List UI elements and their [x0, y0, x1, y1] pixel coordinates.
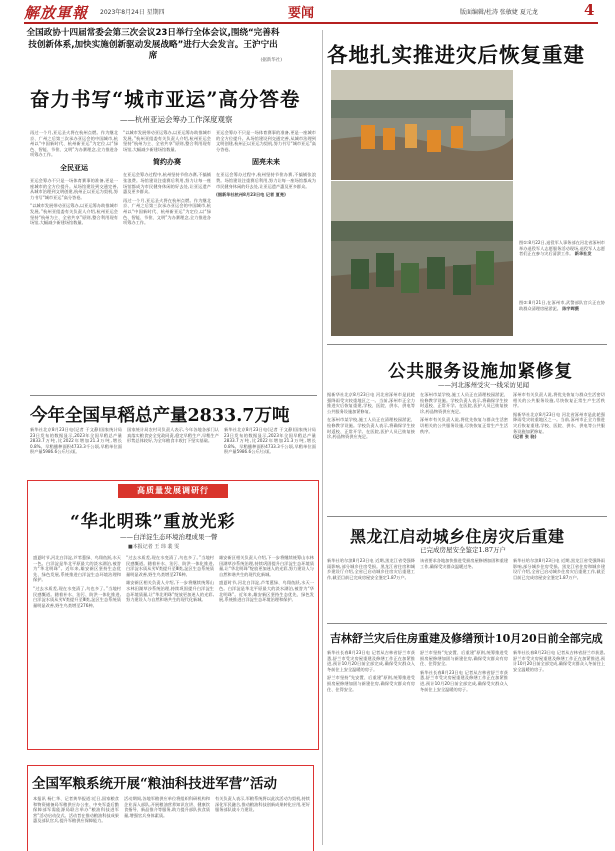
feature-text-b: “过去水质差,现在水变清了,鸟也多了。”当地村民感慨道。随着补水、治污、防洪一体化推进,白洋淀水质从劣V类提升至Ⅲ类,淀区生态系统质量明显改善,野生鸟类增至276种。	[126, 555, 214, 577]
page-number: 4	[584, 1, 595, 19]
public-text-c: 涿州市有关负责人说,将优先恢复与群众生活密切相关的公共服务设施,尽快恢复正常生产生活秩序。	[513, 392, 605, 409]
public-col-2	[420, 392, 508, 512]
recovery-caption-2	[519, 300, 605, 338]
jilin-headline: 吉林舒兰灾后住房重建及修缮预计10月20日前全部完成	[330, 632, 603, 645]
public-text-c-1: 涿州市有关负责人说,将优先恢复与群众生活密切相关的公共服务设施,尽快恢复正常生产生活秩序。	[420, 417, 508, 434]
masthead-divider	[24, 22, 598, 24]
feature-byline: ■本报记者 王 玮 裴 雯	[128, 544, 180, 550]
masthead	[0, 0, 615, 22]
asian-games-source: (据新华社杭州8月23日电 记者 夏亮)	[216, 192, 286, 198]
asian-games-text-b-2: 亚运会筹办不只是一场体育赛事的准备,更是一座城市的全方位提升。从场馆建设到交通完善,从城市治理到文明创建,杭州正以亚运为契机,努力书写“城市亚运”高分答卷。	[216, 130, 316, 152]
asian-games-subhead-1: 全民亚运	[60, 163, 88, 172]
public-col-3	[513, 392, 605, 512]
asian-games-subheadline: ——杭州亚运会筹办工作深度观察	[120, 115, 233, 124]
asian-games-text-c-1: “以城市发展带动亚运筹办,以亚运筹办助推城市发展。”杭州亚组委有关负责人介绍,杭州亚运会坚持“杭州为主、全省共享”原则,整合利用现有场馆,大幅减少新建场馆数量。	[30, 203, 118, 226]
grain-col-3	[224, 427, 316, 471]
military-col-2	[124, 796, 210, 850]
feature-text-a: 盛夏时节,河北白洋淀,芦苇葱绿、鸟翔鱼跃,水天一色。白洋淀是华北平原最大的淡水湖泊,被誉为“华北明珠”。近年来,雄安新区坚持生态优先、绿色发展,系统推进白洋淀生态环境治理和保护。	[33, 555, 121, 583]
grain-headline: 今年全国早稻总产量2833.7万吨	[30, 406, 290, 426]
military-text-a: 本报讯 杨仁华、记者黄华报道:近日,国家粮食和物资储备局军粮供应办公室、中央军委后勤保障部军需能源局联合举办“粮油科技进军营”活动启动仪式。活动旨在推动粮油科技成果惠及部队官兵,提升军粮供应保障能力。	[33, 796, 119, 824]
asian-games-col-3	[216, 130, 316, 390]
top-left-news	[24, 28, 282, 68]
asian-games-subhead-3: 固亮未来	[252, 158, 280, 167]
heilongjiang-col-1	[327, 558, 415, 618]
asian-games-text-d-2: 在亚运会筹办过程中,杭州坚持节俭办赛,不搞铺张浪费。场馆建设注重赛后利用,努力让每一座场馆都成为市民健身休闲的好去处,让亚运遗产惠及更多群众。	[216, 172, 316, 189]
grain-text-2: 国家统计局农村司负责人表示,今年各地各部门认真落实粮食安全党政同责,稳定早稻生产,早稻生产形势总体较好,为全年粮食丰收打下坚实基础。	[127, 427, 219, 444]
jilin-col-2	[420, 650, 508, 750]
heilongjiang-col-3	[513, 558, 605, 618]
jilin-top-divider	[327, 623, 607, 624]
public-headline: 公共服务设施加紧修复	[388, 362, 573, 382]
military-col-3	[215, 796, 310, 850]
heilongjiang-text-3: 新华社哈尔滨8月23日电 近期,黑龙江省受强降雨影响,部分城乡住房受损。黑龙江省住房和城乡建设厅介绍,全省已启动城乡住房灾后重建工作,截至目前已完成房屋安全鉴定1.87万户。	[513, 558, 605, 580]
grain-col-1	[30, 427, 122, 471]
asian-games-text-b: 亚运会筹办不只是一场体育赛事的准备,更是一座城市的全方位提升。从场馆建设到交通完善,从城市治理到文明创建,杭州正以亚运为契机,努力书写“城市亚运”高分答卷。	[30, 177, 118, 200]
heilongjiang-top-divider	[327, 516, 607, 517]
feature-banner: 高质量发展调研行	[118, 484, 228, 498]
feature-col-2	[126, 555, 214, 745]
feature-text-c-1: 雄安新区相关负责人介绍,下一步将继续统筹山水林田湖草沙系统治理,持续巩固提升白洋淀生态环境质量,让“华北明珠”绽放更加迷人的光彩,努力建设人与自然和谐共生的现代化新城。	[126, 580, 214, 603]
feature-subheadline: ——白洋淀生态环境治理成果一瞥	[120, 533, 218, 541]
flood-photo-1-graphic	[331, 70, 513, 180]
feature-text-b-1: “过去水质差,现在水变清了,鸟也多了。”当地村民感慨道。随着补水、治污、防洪一体化推进,白洋淀水质从劣V类提升至Ⅲ类,淀区生态系统质量明显改善,野生鸟类增至276种。	[33, 585, 121, 608]
feature-headline: “华北明珠”重放光彩	[70, 512, 236, 532]
jilin-text-2-1: 舒兰市坚持“先安置、后重建”原则,统筹推进受损房屋修缮加固与新建住房,确保受灾群众有房住、住得安全。	[327, 675, 415, 692]
jilin-text-2: 舒兰市坚持“先安置、后重建”原则,统筹推进受损房屋修缮加固与新建住房,确保受灾群众有房住、住得安全。	[420, 650, 508, 667]
military-text-b: 活动期间,各地军粮供应单位将组织科研机构和企业深入部队,开展粮油营养知识宣讲、健康饮食指导、新品推介等服务,助力提升部队伙食质量,增强官兵身体素质。	[124, 796, 210, 818]
asian-games-col-2	[123, 130, 211, 390]
military-text-c: 有关负责人表示,军粮系统将以此次活动为契机,持续深化军民融合,推动粮油科技创新成果转化应用,更好服务部队战斗力建设。	[215, 796, 310, 813]
asian-games-headline: 奋力书写“城市亚运”高分答卷	[30, 88, 301, 111]
military-col-1	[33, 796, 119, 850]
recovery-credit-2: 陈宇晖摄	[562, 305, 579, 311]
grain-text: 新华社北京8月23日电(记者 于文静)国家统计局23日发布的数据显示,2023年全国早稻总产量2833.7万吨,比2022年增加21.3万吨,增长0.8%。早稻播种面积4733.3千公顷,早稻单位面积产量5986.6公斤/公顷。	[30, 427, 122, 455]
grain-top-divider	[30, 395, 317, 396]
column-divider	[322, 30, 323, 845]
recovery-caption-1-text: 图①:8月22日,退役军人事务部在河北省涿州市举办退役军人志愿服务活动现场,退役军人志愿者们正在参与灾后清淤工作。	[519, 240, 605, 257]
recovery-credit-1: 新华社发	[574, 251, 592, 257]
asian-games-text-a-2: 再过一个月,亚运圣火将在杭州点燃。作为继北京、广州之后第三次承办亚运会的中国城市,杭州以“中国新时代、杭州新亚运”为定位,以“绿色、智能、节俭、文明”为办赛理念,全力推进各项筹办工作。	[123, 197, 211, 226]
asian-games-text-d: 在亚运会筹办过程中,杭州坚持节俭办赛,不搞铺张浪费。场馆建设注重赛后利用,努力让每一座场馆都成为市民健身休闲的好去处,让亚运遗产惠及更多群众。	[123, 172, 211, 195]
heilongjiang-headline: 黑龙江启动城乡住房灾后重建	[350, 527, 565, 546]
military-headline: 全国军粮系统开展“粮油科技进军营”活动	[32, 776, 278, 792]
public-source: (记者 张 骁)	[513, 434, 537, 440]
feature-text-c: 雄安新区相关负责人介绍,下一步将继续统筹山水林田湖草沙系统治理,持续巩固提升白洋淀生态环境质量,让“华北明珠”绽放更加迷人的光彩,努力建设人与自然和谐共生的现代化新城。	[219, 555, 314, 577]
heilongjiang-subheadline: 已完成房屋安全鉴定1.87万户	[420, 546, 506, 554]
asian-games-text-a: 再过一个月,亚运圣火将在杭州点燃。作为继北京、广州之后第三次承办亚运会的中国城市,杭州以“中国新时代、杭州新亚运”为定位,以“绿色、智能、节俭、文明”为办赛理念,全力推进各项筹办工作。	[30, 130, 118, 158]
flood-photo-2	[331, 181, 513, 336]
public-col-1	[327, 392, 415, 512]
jilin-col-3	[513, 650, 605, 750]
asian-games-subhead-2: 简约办赛	[153, 158, 181, 167]
section-title: 要闻	[288, 6, 315, 21]
recovery-caption-2-text: 图②:8月21日,在涿州市,武警部队官兵正在协助群众清理房屋淤泥。	[519, 300, 605, 311]
public-text-b: 在涿州市某学校,施工人员正在清理校园淤泥、检修教学设施。学校负责人表示,将确保学生按时返校、正常开学。在医院,医护人员已恢复接诊,药品物资供应充足。	[420, 392, 508, 414]
public-text-b-1: 在涿州市某学校,施工人员正在清理校园淤泥、检修教学设施。学校负责人表示,将确保学生按时返校、正常开学。在医院,医护人员已恢复接诊,药品物资供应充足。	[327, 417, 415, 440]
recovery-headline: 各地扎实推进灾后恢复重建	[327, 43, 585, 67]
jilin-text: 新华社长春8月23日电 记者从吉林省舒兰市获悉,舒兰市受灾房屋重建及修缮工作正在加紧推进,预计10月20日前全部完成,确保受灾群众入冬前住上安全温暖的房子。	[327, 650, 415, 672]
public-text-a-2: 据新华社北京8月23日电 河北省涿州市是此轮强降雨受灾较重地区之一。当前,涿州市正全力推进灾后恢复重建,学校、医院、供水、供电等公共服务设施加紧修复。	[513, 411, 605, 434]
flood-photo-2-graphic	[331, 181, 513, 336]
top-left-source: (据新华社)	[260, 58, 282, 63]
asian-games-text-c: “以城市发展带动亚运筹办,以亚运筹办助推城市发展。”杭州亚组委有关负责人介绍,杭州亚运会坚持“杭州为主、全省共享”原则,整合利用现有场馆,大幅减少新建场馆数量。	[123, 130, 211, 152]
top-left-headline: 全国政协十四届常委会第三次会议23日举行全体会议,围绕“完善科技创新体系,加快实施创新驱动发展战略”进行大会发言。王沪宁出席	[26, 28, 280, 61]
heilongjiang-col-2	[420, 558, 508, 618]
heilongjiang-text: 新华社哈尔滨8月23日电 近期,黑龙江省受强降雨影响,部分城乡住房受损。黑龙江省住房和城乡建设厅介绍,全省已启动城乡住房灾后重建工作,截至目前已完成房屋安全鉴定1.87万户。	[327, 558, 415, 580]
masthead-editors: 版面编辑/杜涛 张敏婕 夏元龙	[460, 9, 538, 16]
public-top-divider	[327, 344, 607, 345]
masthead-date: 2023年8月24日 星期四	[100, 9, 165, 16]
feature-col-3	[219, 555, 314, 745]
recovery-caption-1	[519, 240, 605, 296]
asian-games-col-1	[30, 130, 118, 390]
flood-photo-1	[331, 70, 513, 180]
jilin-text-3: 新华社长春8月23日电 记者从吉林省舒兰市获悉,舒兰市受灾房屋重建及修缮工作正在加紧推进,预计10月20日前全部完成,确保受灾群众入冬前住上安全温暖的房子。	[420, 669, 508, 692]
jilin-col-1	[327, 650, 415, 750]
public-subheadline: ——河北涿州受灾一线采访见闻	[438, 381, 529, 389]
jilin-text-4: 新华社长春8月23日电 记者从吉林省舒兰市获悉,舒兰市受灾房屋重建及修缮工作正在加紧推进,预计10月20日前全部完成,确保受灾群众入冬前住上安全温暖的房子。	[513, 650, 605, 672]
masthead-logo: 解放軍報	[24, 4, 89, 22]
public-text-a: 据新华社北京8月23日电 河北省涿州市是此轮强降雨受灾较重地区之一。当前,涿州市正全力推进灾后恢复重建,学校、医院、供水、供电等公共服务设施加紧修复。	[327, 392, 415, 414]
grain-col-2	[127, 427, 219, 471]
heilongjiang-text-2: 该省要求各地加快推进受损房屋修缮加固和重建工作,确保受灾群众温暖过冬。	[420, 558, 508, 569]
feature-col-1	[33, 555, 121, 745]
grain-text-3: 新华社北京8月23日电(记者 于文静)国家统计局23日发布的数据显示,2023年全国早稻总产量2833.7万吨,比2022年增加21.3万吨,增长0.8%。早稻播种面积4733.3千公顷,早稻单位面积产量5986.6公斤/公顷。	[224, 427, 316, 455]
feature-text-a-2: 盛夏时节,河北白洋淀,芦苇葱绿、鸟翔鱼跃,水天一色。白洋淀是华北平原最大的淡水湖泊,被誉为“华北明珠”。近年来,雄安新区坚持生态优先、绿色发展,系统推进白洋淀生态环境治理和保护。	[219, 580, 314, 603]
